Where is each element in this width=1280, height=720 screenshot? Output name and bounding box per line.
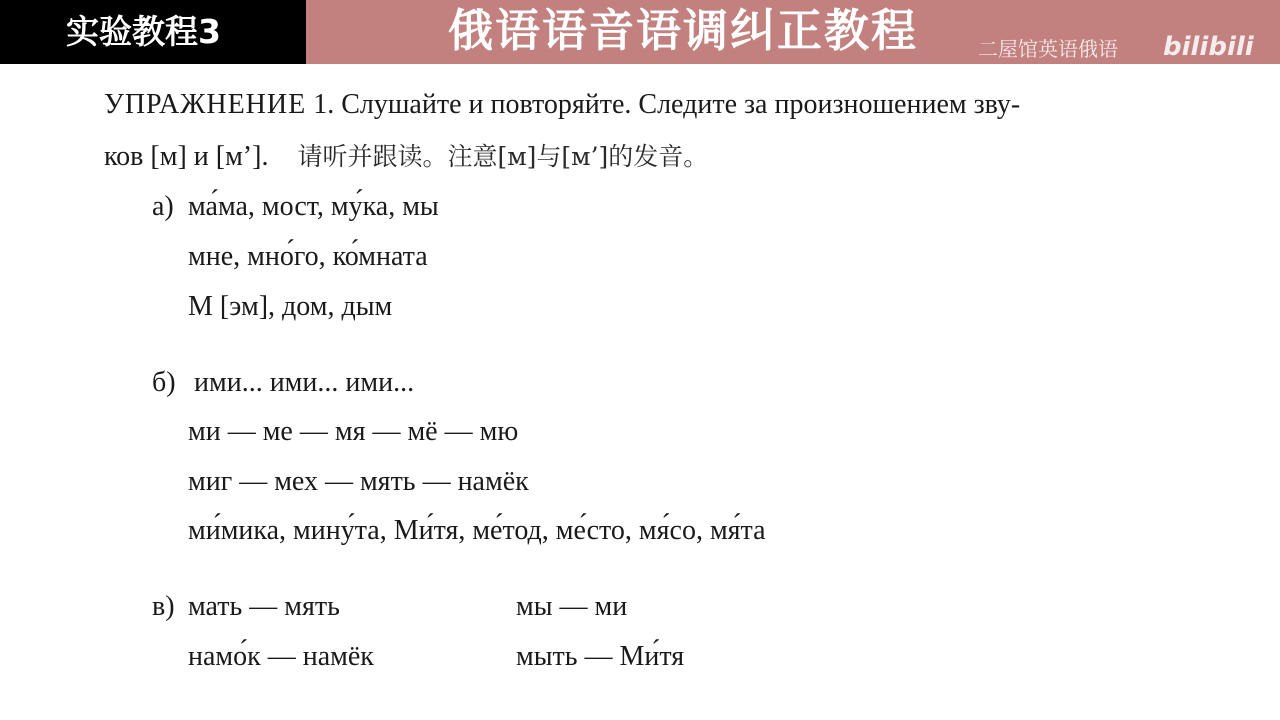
exercise-instruction-line2 [104,140,708,174]
exercise-heading-line [104,88,1020,122]
section-b-line-4: ми́мика, мину́та, Ми́тя, ме́тод, ме́сто, мя́со, мя́та [188,515,766,546]
svg-text:bilibili: bilibili [1163,32,1254,62]
section-a-line-1: ма́ма, мост, му́ка, мы [188,191,439,222]
exercise-number: 1. [313,89,335,120]
section-b-line-3: миг — мех — мять — намёк [188,466,529,497]
title-banner [0,0,1280,64]
section-a-line-3: М [эм], дом, дым [188,291,393,322]
section-a-line-2: мне, мно́го, ко́мната [188,241,428,272]
section-v-right-line-1: мы — ми [516,591,628,622]
section-b-line-2: ми — ме — мя — мё — мю [188,416,519,447]
channel-watermark: 二屋馆英语俄语 [978,37,1118,61]
section-v-left-line-1: мать — мять [188,591,340,622]
section-a-marker: а) [152,191,174,222]
course-title: 俄语语音语调纠正教程 [448,4,919,57]
lesson-tag: 实验教程3 [66,12,221,51]
section-v-right-line-2: мыть — Ми́тя [516,641,685,672]
section-b-line-1: ими... ими... ими... [194,367,415,398]
section-b-marker: б) [152,367,176,398]
section-v-marker: в) [152,591,175,622]
exercise-instruction: Слушайте и повторяйте. Следите за произношением зву- [341,89,1021,120]
exercise-instruction-zh: 请听并跟读。注意[м]与[м’]的发音。 [297,142,709,171]
exercise-instruction-cont: ков [м] и [м’]. [104,141,269,172]
exercise-heading: УПРАЖНЕНИЕ [104,89,307,120]
bilibili-logo-icon [1163,28,1259,62]
section-v-left-line-2: намо́к — намёк [188,641,374,672]
